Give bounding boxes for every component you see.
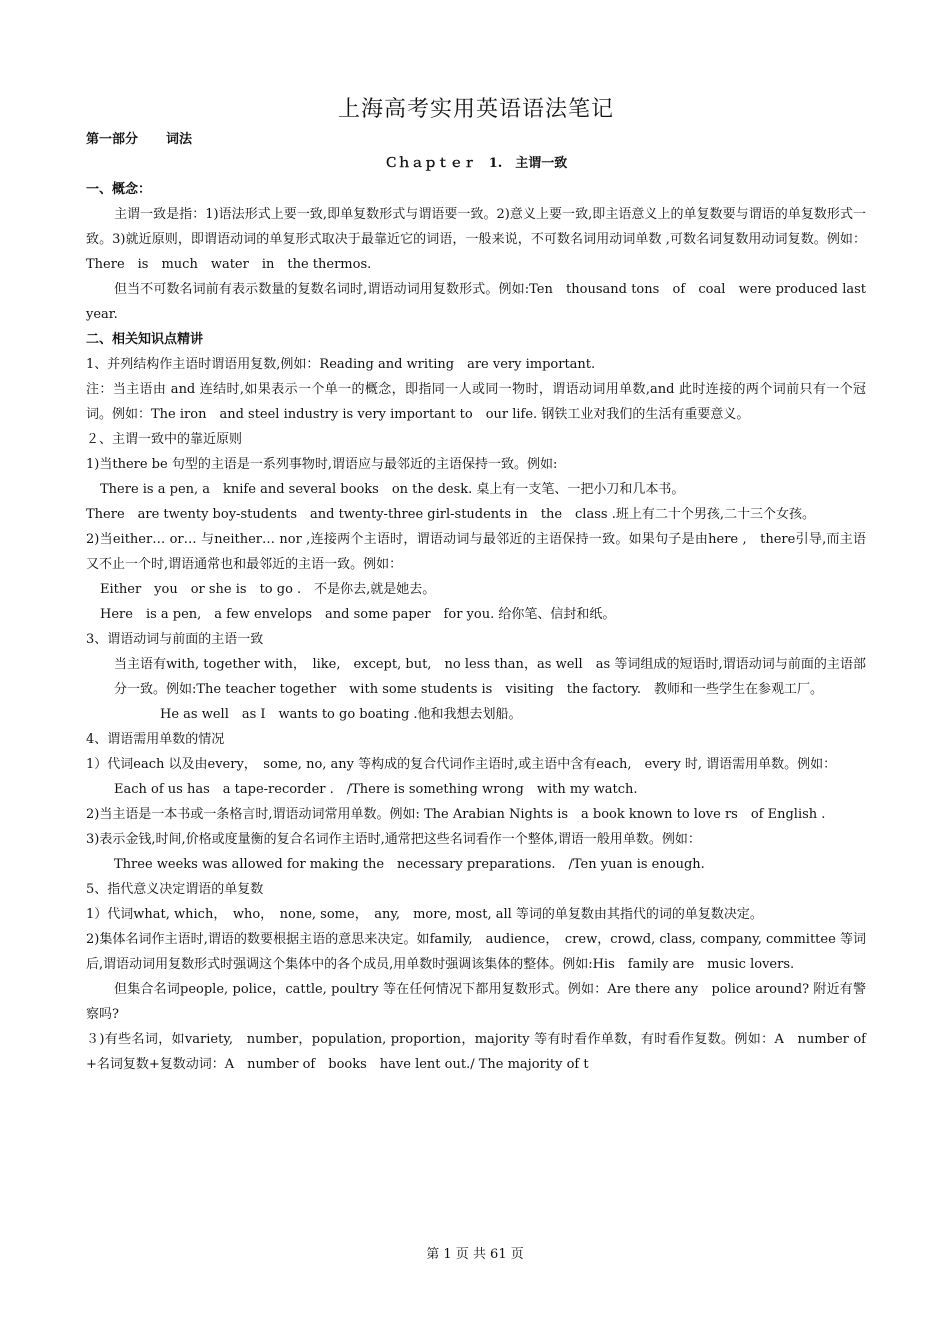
paragraph: 主谓一致是指：1)语法形式上要一致,即单复数形式与谓语要一致。2)意义上要一致,即主语意义上的单复数要与谓语的单复数形式一致。3)就近原则，即谓语动词的单复形式取决于最靠近它的词语，一般来说，不可数名词用动词单数 ,可数名词复数用动词复数。例如：There is much water in the thermos. [86,207,866,272]
page-footer: 第 1 页 共 61 页 [426,1247,524,1262]
example-sentence: Each of us has a tape-recorder . /There is something wrong with my watch. [114,782,638,797]
part-heading [86,129,866,151]
document-title: 上海高考实用英语语法笔记 [337,97,614,122]
example-sentence: Here is a pen, a few envelops and some paper for you. 给你笔、信封和纸。 [100,607,616,622]
paragraph: 当主语有with, together with， like, except, but, no less than，as well as 等词组成的短语时,谓语动词与前面的主语部分一致。例如:The teacher together with some students is visiting the factory. 教师和一些学生在参观工厂。 [114,657,866,697]
example-sentence: Either you or she is to go . 不是你去,就是她去。 [100,582,436,597]
chapter-title: Ｃｈａｐｔｅｒ 1. 主谓一致 [384,156,568,171]
section-heading: 一、概念： [86,182,152,197]
subheading: ２、主谓一致中的靠近原则 [86,432,243,447]
paragraph: 1、并列结构作主语时谓语用复数,例如：Reading and writing are very important. [86,357,596,372]
example-sentence: There is a pen, a knife and several books on the desk. 桌上有一支笔、一把小刀和几本书。 [100,482,685,497]
document-page [86,92,880,1077]
paragraph: 1)当there be 句型的主语是一系列事物时,谓语应与最邻近的主语保持一致。例如: [86,457,558,472]
example-sentence: He as well as I wants to go boating .他和我想去划船。 [160,707,522,722]
paragraph: 但当不可数名词前有表示数量的复数名词时,谓语动词用复数形式。例如:Ten thousand tons of coal were produced last year. [86,282,866,322]
example-sentence: There are twenty boy-students and twenty-three girl-students in the class .班上有二十个男孩,二十三个女孩。 [86,507,815,522]
paragraph: 2)当主语是一本书或一条格言时,谓语动词常用单数。例如: The Arabian Nights is a book known to love rs of English . [86,807,826,822]
paragraph: 1）代词what, which， who， none, some， any, more, most, all 等词的单复数由其指代的词的单复数决定。 [86,907,763,922]
part-name: 词法 [166,132,193,147]
paragraph: 1）代词each 以及由every， some, no, any 等构成的复合代词作主语时,或主语中含有each, every 时, 谓语需用单数。例如： [86,757,837,772]
paragraph: ３)有些名词，如variety, number，population, proportion，majority 等有时看作单数，有时看作复数。例如：A number of +名词复数+复数动词：A number of books have lent out./ The majority of t [86,1032,880,1072]
paragraph: 3)表示金钱,时间,价格或度量衡的复合名词作主语时,通常把这些名词看作一个整体,谓语一般用单数。例如： [86,832,701,847]
note-paragraph: 注：当主语由 and 连结时,如果表示一个单一的概念，即指同一人或同一物时，谓语动词用单数,and 此时连接的两个词前只有一个冠词。例如：The iron and steel industry is very important to our life. 钢铁工业对我们的生活有重要意义。 [86,382,866,422]
paragraph: 2)当either… or… 与neither… nor ,连接两个主语时，谓语动词与最邻近的主语保持一致。如果句子是由here , there引导,而主语又不止一个时,谓语通常也和最邻近的主语一致。例如： [86,532,866,572]
section-heading: 二、相关知识点精讲 [86,332,204,347]
subheading: 5、指代意义决定谓语的单复数 [86,882,264,897]
subheading: 3、谓语动词与前面的主语一致 [86,632,264,647]
paragraph: 2)集体名词作主语时,谓语的数要根据主语的意思来决定。如family, audience， crew，crowd, class, company, committee 等词后,谓语动词用复数形式时强调这个集体中的各个成员,用单数时强调该集体的整体。例如:His family are music lovers. [86,932,866,972]
example-sentence: Three weeks was allowed for making the necessary preparations. /Ten yuan is enough. [114,857,705,872]
subheading: 4、谓语需用单数的情况 [86,732,225,747]
part-label: 第一部分 [86,132,139,147]
paragraph: 但集合名词people, police，cattle, poultry 等在任何情况下都用复数形式。例如：Are there any police around? 附近有警察吗? [86,982,866,1022]
